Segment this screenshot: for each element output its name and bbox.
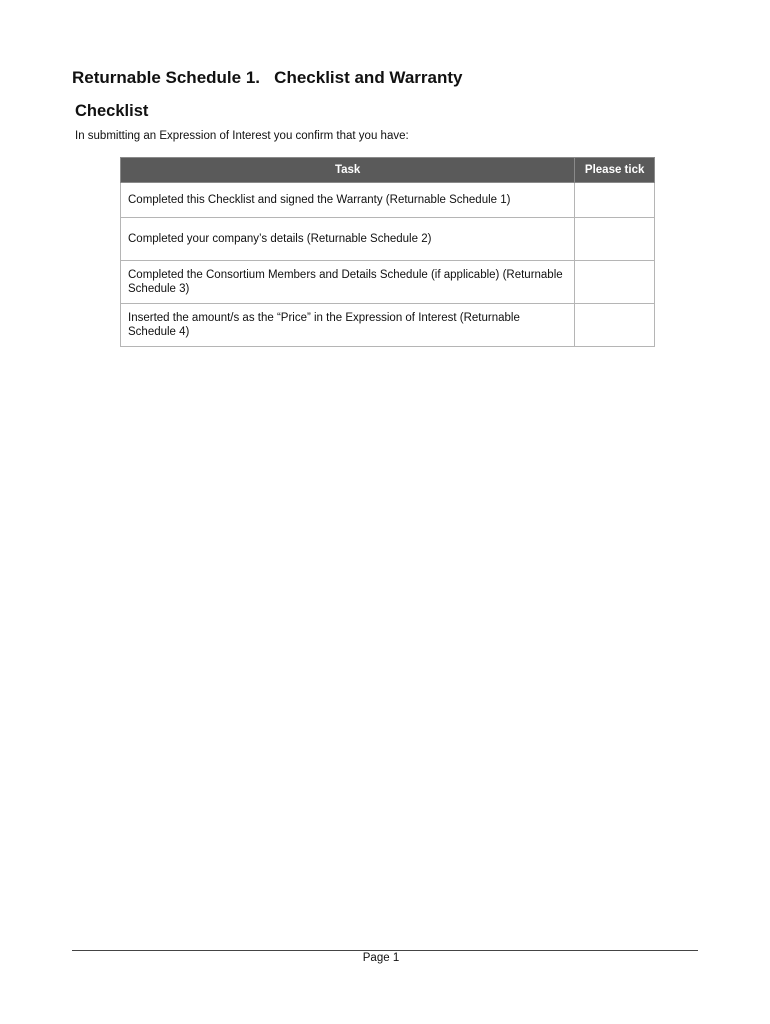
table-row bbox=[121, 261, 655, 304]
tick-box[interactable] bbox=[575, 183, 655, 218]
table-row bbox=[121, 218, 655, 261]
page-number: Page 1 bbox=[362, 952, 400, 964]
task-cell: Inserted the amount/s as the “Price” in the Expression of Interest (Returnable Schedule 4) bbox=[121, 304, 575, 347]
footer-divider bbox=[72, 950, 698, 951]
task-cell: Completed this Checklist and signed the Warranty (Returnable Schedule 1) bbox=[121, 183, 575, 218]
page-title: Returnable Schedule 1. Checklist and Warranty bbox=[72, 68, 463, 87]
table-header-row bbox=[121, 158, 655, 183]
intro-text: In submitting an Expression of Interest you confirm that you have: bbox=[75, 130, 409, 142]
column-header-please-tick: Please tick bbox=[575, 158, 655, 183]
tick-box[interactable] bbox=[575, 261, 655, 304]
task-cell: Completed the Consortium Members and Details Schedule (if applicable) (Returnable Schedule 3) bbox=[121, 261, 575, 304]
section-heading-checklist: Checklist bbox=[75, 102, 149, 120]
tick-box[interactable] bbox=[575, 218, 655, 261]
task-cell: Completed your company’s details (Returnable Schedule 2) bbox=[121, 218, 575, 261]
checklist-table bbox=[120, 157, 655, 347]
tick-box[interactable] bbox=[575, 304, 655, 347]
table-row bbox=[121, 183, 655, 218]
table-row bbox=[121, 304, 655, 347]
column-header-task: Task bbox=[121, 158, 575, 183]
